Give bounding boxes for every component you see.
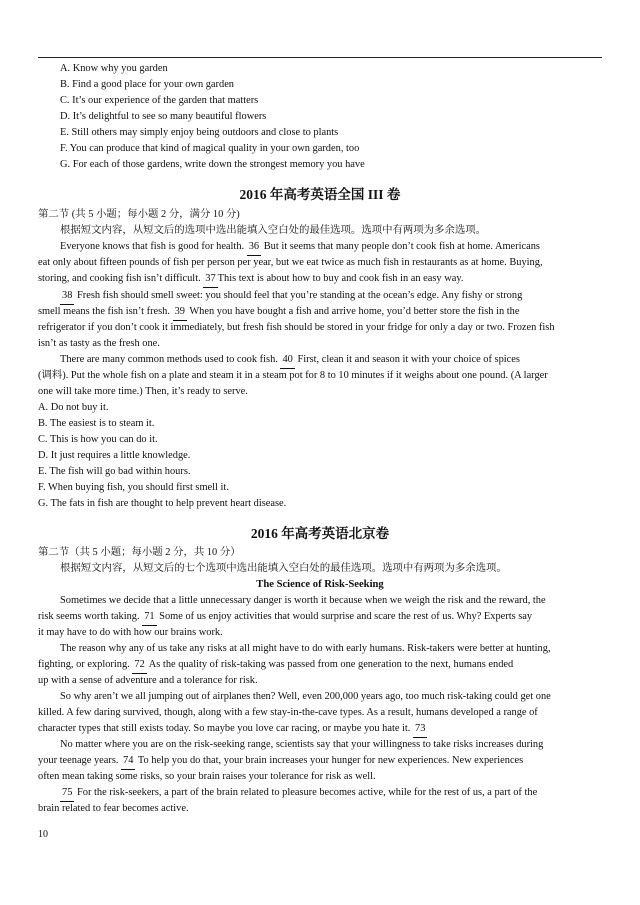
blank-40: 40: [280, 352, 294, 369]
option-line: G. The fats in fish are thought to help prevent heart disease.: [38, 498, 287, 509]
passage-line: brain related to fear becomes active.: [38, 803, 189, 814]
section-title: 2016 年高考英语全国 III 卷: [239, 187, 401, 202]
passage-line: storing, and cooking fish isn’t difficult. 37 This text is about how to buy and cook fish in an easy way.: [38, 271, 602, 288]
passage-line: The reason why any of us take any risks at all might have to do with early humans. Risk-takers were better at hunting,: [60, 643, 551, 654]
option-line: B. The easiest is to steam it.: [38, 418, 155, 429]
top-rule: [38, 57, 602, 58]
blank-36: 36: [247, 239, 261, 256]
passage-subtitle: The Science of Risk-Seeking: [256, 579, 384, 590]
passage-line: So why aren’t we all jumping out of airplanes then? Well, even 200,000 years ago, too much risk-taking could get one: [60, 691, 551, 702]
instruction: 根据短文内容，从短文后的七个选项中选出能填入空白处的最佳选项。选项中有两项为多余选项。: [60, 563, 507, 574]
option-line: E. Still others may simply enjoy being outdoors and close to plants: [60, 127, 339, 138]
passage-line: one will take more time.) Then, it’s ready to serve.: [38, 386, 248, 397]
passage-line: 38 Fresh fish should smell sweet: you should feel that you’re standing at the ocean’s edge. Any fishy or strong: [38, 288, 602, 305]
option-line: D. It just requires a little knowledge.: [38, 450, 191, 461]
passage-line: up with a sense of adventure and a tolerance for risk.: [38, 675, 258, 686]
passage-line: (调料). Put the whole fish on a plate and steam it in a steam pot for 8 to 10 minutes if it weighs about one pound. (A larger: [38, 370, 548, 381]
passage-line: your teenage years. 74 To help you do that, your brain increases your hunger for new experiences. New experiences: [38, 753, 602, 770]
passage-line: Sometimes we decide that a little unnecessary danger is worth it because when we weigh the risk and the reward, the: [60, 595, 546, 606]
passage-line: killed. A few daring survived, though, along with a few stay-in-the-cave types. As a result, humans developed a range of: [38, 707, 538, 718]
passage-line: refrigerator if you don’t cook it immediately, but fresh fish should be stored in your fridge for only a day or two. Frozen fish: [38, 322, 555, 333]
passage-line: character types that still exists today. So maybe you love car racing, or maybe you hate it. 73: [38, 721, 602, 738]
passage-line: fighting, or exploring. 72 As the quality of risk-taking was passed from one generation to the next, humans ended: [38, 657, 602, 674]
blank-38: 38: [60, 288, 74, 305]
blank-71: 71: [142, 609, 156, 626]
blank-75: 75: [60, 785, 74, 802]
blank-39: 39: [173, 304, 187, 321]
option-line: C. This is how you can do it.: [38, 434, 158, 445]
instruction: 根据短文内容，从短文后的选项中选出能填入空白处的最佳选项。选项中有两项为多余选项。: [60, 225, 487, 236]
option-line: E. The fish will go bad within hours.: [38, 466, 191, 477]
passage-line: risk seems worth taking. 71 Some of us enjoy activities that would surprise and scare the rest of us. Why? Experts say: [38, 609, 602, 626]
passage-line: smell means the fish isn’t fresh. 39 When you have bought a fish and arrive home, you’d better store the fish in the: [38, 304, 602, 321]
page-number: 10: [38, 829, 48, 840]
option-line: C. It’s our experience of the garden that matters: [60, 95, 259, 106]
blank-74: 74: [121, 753, 135, 770]
passage-line: Everyone knows that fish is good for health. 36 But it seems that many people don’t cook fish at home. Americans: [38, 239, 602, 256]
section-title: 2016 年高考英语北京卷: [250, 526, 390, 541]
passage-line: There are many common methods used to cook fish. 40 First, clean it and season it with your choice of spices: [38, 352, 602, 369]
option-line: B. Find a good place for your own garden: [60, 79, 235, 90]
section-header: 第二节（共 5 小题；每小题 2 分，共 10 分）: [38, 547, 241, 558]
passage-line: isn’t as tasty as the fresh one.: [38, 338, 160, 349]
option-line: A. Know why you garden: [60, 63, 168, 74]
option-line: D. It’s delightful to see so many beautiful flowers: [60, 111, 267, 122]
option-line: A. Do not buy it.: [38, 402, 109, 413]
passage-line: No matter where you are on the risk-seeking range, scientists say that your willingness to take risks increases during: [60, 739, 544, 750]
section-header: 第二节 (共 5 小题；每小题 2 分，满分 10 分): [38, 209, 240, 220]
passage-line: 75 For the risk-seekers, a part of the brain related to pleasure becomes active, while for the rest of us, a part of the: [38, 785, 602, 802]
blank-37: 37: [203, 271, 217, 288]
passage-line: often mean taking some risks, so your brain raises your tolerance for risk as well.: [38, 771, 376, 782]
option-line: F. When buying fish, you should first smell it.: [38, 482, 229, 493]
option-line: G. For each of those gardens, write down the strongest memory you have: [60, 159, 365, 170]
passage-line: it may have to do with how our brains work.: [38, 627, 223, 638]
blank-72: 72: [132, 657, 146, 674]
blank-73: 73: [413, 721, 427, 738]
option-line: F. You can produce that kind of magical quality in your own garden, too: [60, 143, 360, 154]
passage-line: eat only about fifteen pounds of fish per person per year, but we eat twice as much fish in restaurants as at home. Buying,: [38, 257, 543, 268]
